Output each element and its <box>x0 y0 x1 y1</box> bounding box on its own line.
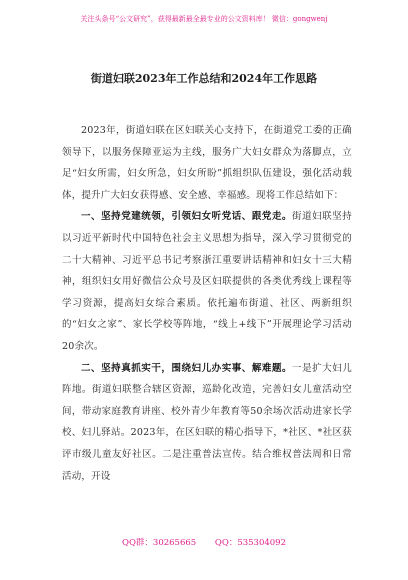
footer-qq-group: QQ群：30265665 <box>121 538 197 548</box>
section-2-heading: 二、坚持真抓实干，围绕妇儿办实事、解难题。 <box>81 362 293 374</box>
intro-paragraph <box>62 120 352 206</box>
footer-qq-number: QQ：535304092 <box>214 538 286 548</box>
section-2-paragraph <box>62 358 352 488</box>
intro-text: 2023年，街道妇联在区妇联关心支持下，在街道党工委的正确领导下，以服务保障亚运为主线，服务广大妇女群众为落脚点，立足“妇女所需，妇女所急，妇女所盼”抓组织队伍建设，强化活动载体，提升广大妇女获得感、安全感、幸福感。现将工作总结如下： <box>62 125 352 201</box>
section-2-body: 一是扩大妇儿阵地。街道妇联整合辖区资源，巡龄化改造，完善妇女儿童活动空间，带动家庭教育讲座、校外青少年教育等50余场次活动进家长学校、妇儿驿站。2023年，在区妇联的精心指导下，*社区、*社区获评市级儿童友好社区。二是注重普法宣传。结合维权普法周和日常活动，开设 <box>62 362 352 482</box>
document-title: 街道妇联2023年工作总结和2024年工作思路 <box>90 72 318 85</box>
section-1-paragraph <box>62 206 352 357</box>
footer-contact <box>0 537 408 549</box>
section-1-body: 街道妇联坚持以习近平新时代中国特色社会主义思想为指导，深入学习贯彻党的二十大精神、习近平总书记考察浙江重要讲话精神和妇女十三大精神，组织妇女用好微信公众号及区妇联提供的各类优秀线上课程等学习资源，提高妇女综合素质。依托遍布街道、社区、两新组织的“妇女之家”、家长学校等阵地，“线上+线下”开展理论学习活动20余次。 <box>62 211 352 352</box>
header-banner: 关注头条号“公文研究”，获得最新最全最专业的公文资料库！ 微信：gongwenj <box>80 15 328 23</box>
section-1-heading: 一、坚持党建统领，引领妇女听党话、跟党走。 <box>81 211 293 223</box>
document-body <box>62 120 352 487</box>
